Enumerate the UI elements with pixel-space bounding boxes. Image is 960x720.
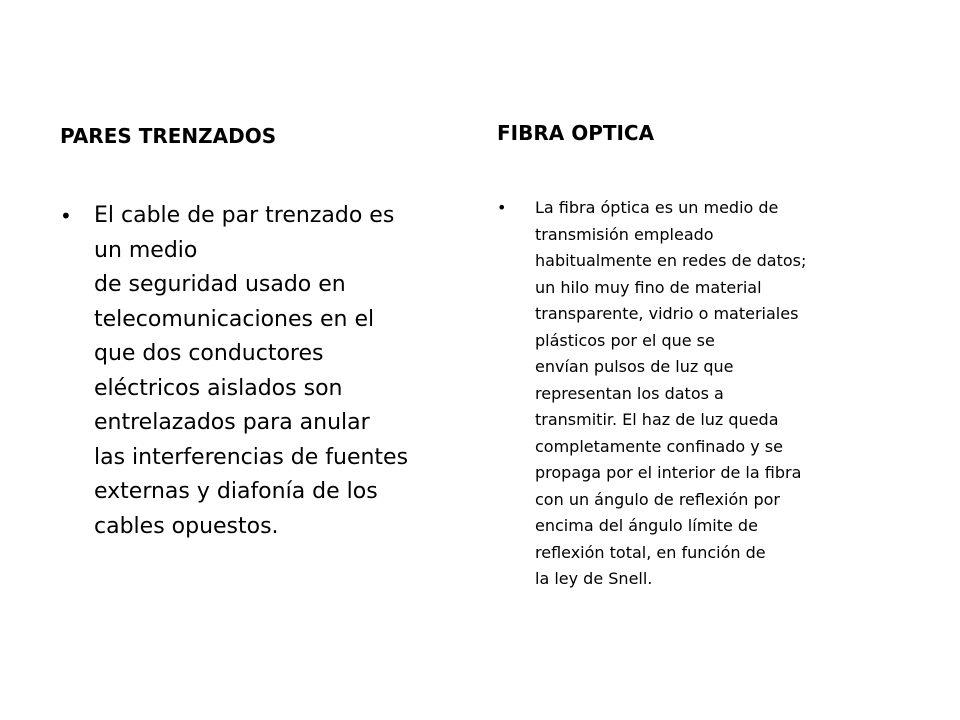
twisted-pair-description [94,199,408,544]
description-line: transparente, vidrio o materiales [535,304,799,323]
description-line: entrelazados para anular [94,410,370,435]
description-line: que dos conductores [94,341,324,366]
description-line: El cable de par trenzado es [94,203,395,228]
bullet-dot-icon: • [60,204,72,228]
description-line: telecomunicaciones en el [94,306,375,332]
fiber-optic-bullet-item [497,195,806,593]
description-line: las interferencias de fuentes [94,444,409,470]
description-line: transmisión empleado [535,224,714,244]
fiber-optic-description [535,195,806,593]
description-line: La fibra óptica es un medio de [535,198,779,217]
description-line: la ley de Snell. [535,569,653,588]
description-line: habitualmente en redes de datos; [535,251,807,270]
description-line: envían pulsos de luz que [535,357,734,376]
description-line: un hilo muy fino de material [535,277,762,297]
description-line: con un ángulo de reflexión por [535,489,780,509]
description-line: de seguridad usado en [94,272,346,297]
twisted-pair-heading: PARES TRENZADOS [60,124,277,148]
description-line: propaga por el interior de la fibra [535,463,802,482]
description-line: cables opuestos. [94,513,279,539]
twisted-pair-bullet-item [60,199,408,544]
description-line: transmitir. El haz de luz queda [535,410,779,429]
description-line: plásticos por el que se [535,330,715,350]
description-line: representan los datos a [535,383,724,403]
description-line: completamente confinado y se [535,436,783,456]
description-line: eléctricos aislados son [94,375,343,401]
description-line: un medio [94,237,198,263]
bullet-dot-icon: • [497,198,507,217]
description-line: reflexión total, en función de [535,542,766,562]
description-line: externas y diafonía de los [94,479,378,504]
fiber-optic-heading: FIBRA OPTICA [497,121,655,145]
description-line: encima del ángulo límite de [535,516,758,535]
